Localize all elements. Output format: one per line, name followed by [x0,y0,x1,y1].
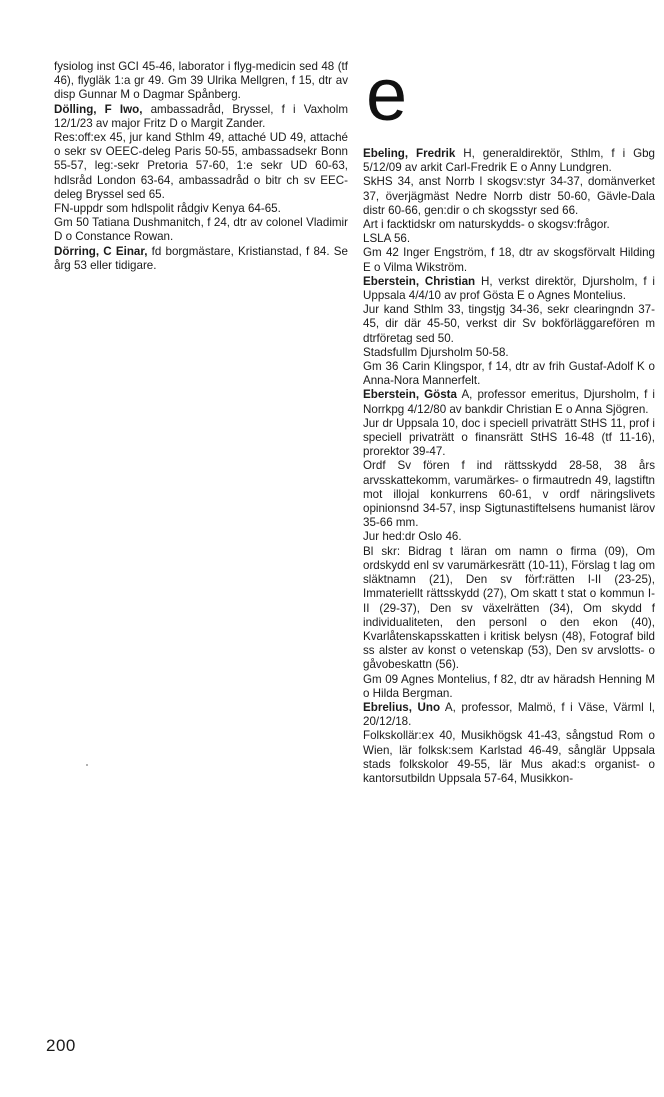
entry-paragraph [363,388,655,416]
left-column [54,60,348,273]
text-paragraph [363,232,655,246]
entry-name: Dölling, F Iwo, [54,102,143,116]
page-number: 200 [46,1036,76,1055]
text-paragraph [363,346,655,360]
paragraph-text: fysiolog inst GCI 45-46, laborator i flyg-medicin sed 48 (tf 46), flygläk 1:a gr 49. Gm 39 Ulrika Mellgren, f 15, dtr av disp Gunnar M o Dagmar Spånberg. [54,60,348,102]
entry-name: Ebeling, Fredrik [363,147,456,160]
paragraph-text: H, generaldirektör, Sthlm, f i Gbg 5/12/09 av arkit Carl-Fredrik E o Anny Lundgren. [363,147,655,175]
entry-paragraph [363,147,655,175]
text-paragraph [363,175,655,218]
text-paragraph [363,729,655,786]
paragraph-text: Gm 09 Agnes Montelius, f 82, dtr av häradsh Henning M o Hilda Bergman. [363,672,655,700]
paragraph-text: A, professor emeritus, Djursholm, f i Norrkpg 4/12/80 av bankdir Christian E o Anna Sjögren. [363,388,655,416]
entry-name: Eberstein, Gösta [363,388,457,402]
text-paragraph [363,360,655,388]
right-column [363,147,655,786]
entry-name: Ebrelius, Uno [363,700,441,714]
paragraph-text: Jur dr Uppsala 10, doc i speciell privaträtt StHS 11, prof i speciell privaträtt o finansrätt StHS 16-48 (tf 11-16), prorektor 39-47. [363,416,655,459]
text-paragraph [363,417,655,460]
paragraph-text: Stadsfullm Djursholm 50-58. [363,345,509,359]
paragraph-text: Gm 50 Tatiana Dushmanitch, f 24, dtr av colonel Vladimir D o Constance Rowan. [54,216,348,244]
text-paragraph [363,673,655,701]
text-paragraph [54,202,348,216]
entry-paragraph [363,701,655,729]
paragraph-text: A, professor, Malmö, f i Väse, Värml l, 20/12/18. [363,700,655,729]
text-paragraph [363,218,655,232]
text-paragraph [363,545,655,673]
entry-paragraph [54,103,348,131]
paragraph-text: Res:off:ex 45, jur kand Sthlm 49, attaché UD 49, attaché o sekr sv OEEC-deleg Paris 50-55, ambassadsekr Bonn 55-57, leg:-sekr Pretoria 57-60, 1:e sekr UD 60-63, hdlsråd London 63-64, ambassadråd o bitr ch sv EEC-deleg Bryssel sed 65. [54,131,348,201]
paragraph-text: fd borgmästare, Kristianstad, f 84. Se årg 53 eller tidigare. [54,244,348,272]
paragraph-text: H, verkst direktör, Djursholm, f i Uppsala 4/4/10 av prof Gösta E o Agnes Montelius. [363,274,655,303]
print-speck [86,764,88,766]
entry-name: Dörring, C Einar, [54,244,148,258]
text-paragraph [363,459,655,530]
paragraph-text: Gm 42 Inger Engström, f 18, dtr av skogsförvalt Hilding E o Vilma Wikström. [363,246,655,274]
text-paragraph [363,303,655,346]
text-paragraph [54,216,348,244]
paragraph-text: Jur hed:dr Oslo 46. [363,530,462,544]
entry-name: Eberstein, Christian [363,274,476,288]
paragraph-text: LSLA 56. [363,232,411,246]
paragraph-text: Gm 36 Carin Klingspor, f 14, dtr av frih Gustaf-Adolf K o Anna-Nora Mannerfelt. [363,360,655,388]
paragraph-text: Bl skr: Bidrag t läran om namn o firma (09), Om ordskydd enl sv varumärkesrätt (10-11), Förslag t lag om släktnamn (21), Den sv förf:rätten I-II (23-25), Immateriellt rättsskydd (27), Om skatt t stat o kommun I-II (29-37), Den sv växelrätten (34), Om skydd f individualiteten, den personl o den ekon (40), Kvarlåtenskapsskatten i kritisk belysn (48), Fotograf bild ss alster av konst o vetenskap (53), Den sv arvslotts- o gåvobeskattn (56). [363,544,655,672]
paragraph-text: Folkskollär:ex 40, Musikhögsk 41-43, sångstud Rom o Wien, lär folksk:sem Karlstad 46-49, sånglär Uppsala stads folkskolor 49-55, lär Mus akad:s organist- o kantorsutbildn Uppsala 57-64, Musikkon- [363,729,655,785]
text-paragraph [54,60,348,103]
paragraph-text: Ordf Sv fören f ind rättsskydd 28-58, 38 års arvsskattekomm, varumärkes- o firmautredn 49, lagstiftn mot illojal konkurrens 60-61, v ordf näringslivets opinionsnd 34-57, insp Sigtunastiftelsens humanist lärov 35-66 mm. [363,459,655,530]
entry-paragraph [54,245,348,273]
paragraph-text: Art i facktidskr om naturskydds- o skogsv:frågor. [363,218,610,232]
paragraph-text: ambassadråd, Bryssel, f i Vaxholm 12/1/23 av major Fritz D o Margit Zander. [54,102,348,130]
paragraph-text: Jur kand Sthlm 33, tingstjg 34-36, sekr clearingndn 37-45, dir där 45-50, verkst dir Sv bokförläggarefören m dtrföretag sed 50. [363,303,655,345]
section-letter: e [366,53,408,136]
paragraph-text: FN-uppdr som hdlspolit rådgiv Kenya 64-65. [54,202,281,216]
entry-paragraph [363,275,655,303]
text-paragraph [363,246,655,274]
text-paragraph [54,131,348,202]
paragraph-text: SkHS 34, anst Norrb l skogsv:styr 34-37, domänverket 37, överjägmäst Nedre Norrb distr 50-60, Gävle-Dala distr 60-66, gen:dir o ch skogsstyr sed 66. [363,175,655,217]
text-paragraph [363,530,655,544]
